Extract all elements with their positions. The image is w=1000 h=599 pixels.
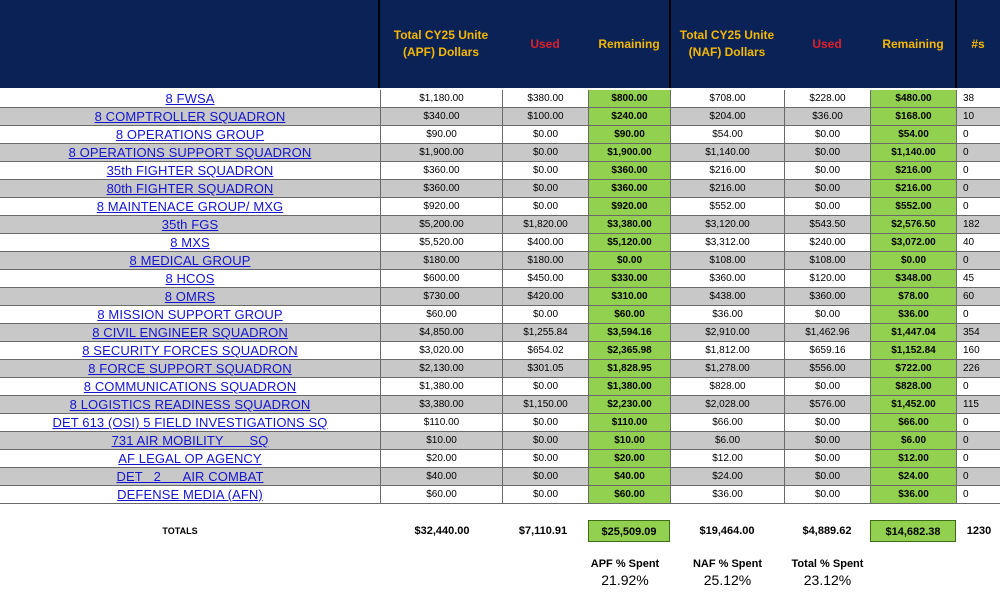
unit-name-link[interactable]: 8 MXS: [170, 235, 210, 250]
apf-remaining-cell: $1,900.00: [588, 144, 670, 161]
naf-total-cell: $12.00: [670, 450, 784, 467]
apf-remaining-cell: $0.00: [588, 252, 670, 269]
header-divider: [955, 0, 957, 88]
naf-total-cell: $3,120.00: [670, 216, 784, 233]
unit-name-link[interactable]: 35th FIGHTER SQUADRON: [106, 163, 274, 178]
table-row: [0, 162, 1000, 180]
count-cell: 45: [956, 270, 1000, 287]
unit-name-link[interactable]: DEFENSE MEDIA (AFN): [117, 487, 263, 502]
unit-name-link[interactable]: 8 OMRS: [164, 289, 216, 304]
naf-remaining-cell: $36.00: [870, 486, 956, 503]
apf-total-cell: $20.00: [380, 450, 502, 467]
header-naf-total: [670, 0, 784, 88]
apf-total-cell: $90.00: [380, 126, 502, 143]
apf-remaining-cell: $310.00: [588, 288, 670, 305]
naf-used-cell: $0.00: [784, 126, 870, 143]
apf-used-cell: $0.00: [502, 198, 588, 215]
apf-remaining-cell: $2,365.98: [588, 342, 670, 359]
count-cell: 0: [956, 198, 1000, 215]
naf-used-cell: $0.00: [784, 180, 870, 197]
header-apf-used-label: Used: [530, 36, 560, 51]
apf-percent-spent: [580, 558, 670, 588]
table-row: [0, 432, 1000, 450]
unit-name-link[interactable]: AF LEGAL OP AGENCY: [118, 451, 262, 466]
apf-total-cell: $920.00: [380, 198, 502, 215]
apf-remaining-cell: $1,380.00: [588, 378, 670, 395]
apf-used-cell: $0.00: [502, 414, 588, 431]
apf-total-cell: $2,130.00: [380, 360, 502, 377]
apf-total-cell: $3,380.00: [380, 396, 502, 413]
naf-used-cell: $576.00: [784, 396, 870, 413]
totals-count: 1230: [966, 525, 992, 537]
unit-name-link[interactable]: DET 2 AIR COMBAT: [116, 469, 264, 484]
count-cell: 115: [956, 396, 1000, 413]
unit-name-link[interactable]: 8 MEDICAL GROUP: [129, 253, 251, 268]
unit-name-link[interactable]: DET 613 (OSI) 5 FIELD INVESTIGATIONS SQ: [52, 415, 328, 430]
totals-naf-remaining: $14,682.38: [870, 520, 956, 542]
totals-apf-used: $7,110.91: [518, 525, 568, 537]
naf-total-cell: $36.00: [670, 486, 784, 503]
apf-used-cell: $1,820.00: [502, 216, 588, 233]
naf-used-cell: $0.00: [784, 486, 870, 503]
table-row: [0, 144, 1000, 162]
apf-used-cell: $100.00: [502, 108, 588, 125]
naf-remaining-cell: $3,072.00: [870, 234, 956, 251]
apf-total-cell: $600.00: [380, 270, 502, 287]
apf-used-cell: $0.00: [502, 378, 588, 395]
apf-used-cell: $450.00: [502, 270, 588, 287]
count-cell: 182: [956, 216, 1000, 233]
table-row: [0, 360, 1000, 378]
header-apf-remaining: [588, 0, 670, 88]
totals-apf-total: $32,440.00: [414, 525, 470, 537]
naf-used-cell: $240.00: [784, 234, 870, 251]
unit-name-link[interactable]: 35th FGS: [161, 217, 219, 232]
naf-total-cell: $24.00: [670, 468, 784, 485]
table-row: [0, 342, 1000, 360]
naf-total-cell: $360.00: [670, 270, 784, 287]
apf-used-cell: $0.00: [502, 450, 588, 467]
naf-used-cell: $36.00: [784, 108, 870, 125]
apf-percent-value: 21.92%: [601, 572, 649, 588]
naf-remaining-cell: $78.00: [870, 288, 956, 305]
apf-remaining-cell: $240.00: [588, 108, 670, 125]
totals-apf-remaining: $25,509.09: [588, 520, 670, 542]
header-divider: [669, 0, 671, 88]
count-cell: 38: [956, 90, 1000, 107]
header-count-label: #s: [971, 36, 985, 51]
apf-percent-label: APF % Spent: [590, 558, 660, 570]
apf-total-cell: $340.00: [380, 108, 502, 125]
count-cell: 40: [956, 234, 1000, 251]
header-naf-remaining: [870, 0, 956, 88]
naf-used-cell: $0.00: [784, 468, 870, 485]
table-row: [0, 252, 1000, 270]
totals-naf-used: $4,889.62: [802, 525, 852, 537]
naf-remaining-cell: $12.00: [870, 450, 956, 467]
naf-used-cell: $0.00: [784, 432, 870, 449]
apf-remaining-cell: $1,828.95: [588, 360, 670, 377]
apf-remaining-cell: $20.00: [588, 450, 670, 467]
header-apf-total: [380, 0, 502, 88]
unit-name-link[interactable]: 8 LOGISTICS READINESS SQUADRON: [69, 397, 311, 412]
apf-total-cell: $730.00: [380, 288, 502, 305]
apf-used-cell: $1,255.84: [502, 324, 588, 341]
totals-row: [0, 520, 1000, 546]
naf-total-cell: $6.00: [670, 432, 784, 449]
count-cell: 10: [956, 108, 1000, 125]
naf-total-cell: $2,028.00: [670, 396, 784, 413]
count-cell: 0: [956, 180, 1000, 197]
total-percent-value: 23.12%: [803, 572, 852, 588]
apf-remaining-cell: $360.00: [588, 180, 670, 197]
naf-remaining-cell: $36.00: [870, 306, 956, 323]
table-row: [0, 324, 1000, 342]
count-cell: 0: [956, 252, 1000, 269]
apf-used-cell: $400.00: [502, 234, 588, 251]
naf-used-cell: $0.00: [784, 144, 870, 161]
apf-total-cell: $110.00: [380, 414, 502, 431]
apf-remaining-cell: $330.00: [588, 270, 670, 287]
total-percent-label: Total % Spent: [791, 558, 864, 570]
naf-total-cell: $216.00: [670, 162, 784, 179]
naf-total-cell: $552.00: [670, 198, 784, 215]
count-cell: 226: [956, 360, 1000, 377]
naf-remaining-cell: $168.00: [870, 108, 956, 125]
unit-name-link[interactable]: 8 COMMUNICATIONS SQUADRON: [83, 379, 297, 394]
apf-used-cell: $0.00: [502, 468, 588, 485]
table-row: [0, 306, 1000, 324]
apf-used-cell: $0.00: [502, 144, 588, 161]
table-row: [0, 180, 1000, 198]
unit-name-link[interactable]: 80th FIGHTER SQUADRON: [106, 181, 274, 196]
apf-remaining-cell: $90.00: [588, 126, 670, 143]
naf-total-cell: $108.00: [670, 252, 784, 269]
table-header: [0, 0, 1000, 88]
naf-total-cell: $438.00: [670, 288, 784, 305]
naf-total-cell: $1,812.00: [670, 342, 784, 359]
unit-name-link[interactable]: 8 HCOS: [165, 271, 215, 286]
apf-remaining-cell: $800.00: [588, 90, 670, 107]
naf-total-cell: $1,278.00: [670, 360, 784, 377]
count-cell: 0: [956, 162, 1000, 179]
table-row: [0, 468, 1000, 486]
table-row: [0, 234, 1000, 252]
apf-total-cell: $1,180.00: [380, 90, 502, 107]
count-cell: 0: [956, 378, 1000, 395]
apf-used-cell: $420.00: [502, 288, 588, 305]
naf-total-cell: $54.00: [670, 126, 784, 143]
naf-used-cell: $228.00: [784, 90, 870, 107]
count-cell: 0: [956, 414, 1000, 431]
naf-remaining-cell: $1,447.04: [870, 324, 956, 341]
naf-remaining-cell: $66.00: [870, 414, 956, 431]
apf-used-cell: $0.00: [502, 126, 588, 143]
unit-name-link[interactable]: 8 COMPTROLLER SQUADRON: [94, 109, 286, 124]
table-row: [0, 270, 1000, 288]
naf-remaining-cell: $552.00: [870, 198, 956, 215]
apf-used-cell: $0.00: [502, 486, 588, 503]
apf-total-cell: $40.00: [380, 468, 502, 485]
table-row: [0, 414, 1000, 432]
apf-used-cell: $380.00: [502, 90, 588, 107]
naf-total-cell: $216.00: [670, 180, 784, 197]
apf-total-cell: $360.00: [380, 162, 502, 179]
apf-used-cell: $0.00: [502, 306, 588, 323]
naf-remaining-cell: $54.00: [870, 126, 956, 143]
header-naf-remaining-label: Remaining: [882, 36, 944, 51]
header-apf-remaining-label: Remaining: [598, 36, 660, 51]
naf-percent-value: 25.12%: [703, 572, 752, 588]
table-row: [0, 90, 1000, 108]
total-percent-spent: [775, 558, 880, 588]
naf-used-cell: $0.00: [784, 162, 870, 179]
naf-used-cell: $360.00: [784, 288, 870, 305]
naf-used-cell: $108.00: [784, 252, 870, 269]
naf-remaining-cell: $216.00: [870, 180, 956, 197]
naf-total-cell: $828.00: [670, 378, 784, 395]
naf-remaining-cell: $2,576.50: [870, 216, 956, 233]
apf-used-cell: $654.02: [502, 342, 588, 359]
table-row: [0, 396, 1000, 414]
table-row: [0, 198, 1000, 216]
naf-total-cell: $708.00: [670, 90, 784, 107]
table-row: [0, 378, 1000, 396]
apf-total-cell: $1,900.00: [380, 144, 502, 161]
naf-remaining-cell: $348.00: [870, 270, 956, 287]
apf-total-cell: $4,850.00: [380, 324, 502, 341]
unit-name-link[interactable]: 8 OPERATIONS SUPPORT SQUADRON: [68, 145, 312, 160]
naf-used-cell: $543.50: [784, 216, 870, 233]
apf-total-cell: $10.00: [380, 432, 502, 449]
count-cell: 0: [956, 486, 1000, 503]
naf-used-cell: $0.00: [784, 306, 870, 323]
unit-name-link[interactable]: 8 FORCE SUPPORT SQUADRON: [88, 361, 292, 376]
count-cell: 354: [956, 324, 1000, 341]
header-naf-used: [784, 0, 870, 88]
naf-remaining-cell: $0.00: [870, 252, 956, 269]
apf-remaining-cell: $3,380.00: [588, 216, 670, 233]
naf-total-cell: $204.00: [670, 108, 784, 125]
count-cell: 0: [956, 144, 1000, 161]
naf-used-cell: $556.00: [784, 360, 870, 377]
naf-percent-spent: [680, 558, 775, 588]
header-apf-used: [502, 0, 588, 88]
apf-used-cell: $0.00: [502, 180, 588, 197]
table-row: [0, 216, 1000, 234]
count-cell: 0: [956, 468, 1000, 485]
apf-used-cell: $1,150.00: [502, 396, 588, 413]
unit-name-link[interactable]: 8 CIVIL ENGINEER SQUADRON: [92, 325, 288, 340]
naf-remaining-cell: $722.00: [870, 360, 956, 377]
apf-used-cell: $301.05: [502, 360, 588, 377]
naf-remaining-cell: $1,152.84: [870, 342, 956, 359]
apf-remaining-cell: $920.00: [588, 198, 670, 215]
unit-name-link[interactable]: 8 MISSION SUPPORT GROUP: [97, 307, 283, 322]
apf-total-cell: $60.00: [380, 486, 502, 503]
naf-total-cell: $36.00: [670, 306, 784, 323]
header-count: [956, 0, 1000, 88]
apf-total-cell: $360.00: [380, 180, 502, 197]
naf-used-cell: $0.00: [784, 414, 870, 431]
unit-name-link[interactable]: 8 SECURITY FORCES SQUADRON: [82, 343, 298, 358]
apf-used-cell: $180.00: [502, 252, 588, 269]
apf-used-cell: $0.00: [502, 162, 588, 179]
unit-name-link[interactable]: 8 FWSA: [165, 91, 215, 106]
naf-used-cell: $0.00: [784, 198, 870, 215]
naf-used-cell: $120.00: [784, 270, 870, 287]
naf-total-cell: $3,312.00: [670, 234, 784, 251]
count-cell: 0: [956, 432, 1000, 449]
naf-total-cell: $66.00: [670, 414, 784, 431]
unit-name-link[interactable]: 731 AIR MOBILITY SQ: [111, 433, 269, 448]
naf-used-cell: $0.00: [784, 450, 870, 467]
apf-total-cell: $5,200.00: [380, 216, 502, 233]
table-row: [0, 486, 1000, 504]
totals-naf-total: $19,464.00: [699, 525, 755, 537]
header-naf-used-label: Used: [812, 36, 842, 51]
count-cell: 160: [956, 342, 1000, 359]
naf-used-cell: $0.00: [784, 378, 870, 395]
apf-remaining-cell: $10.00: [588, 432, 670, 449]
naf-remaining-cell: $216.00: [870, 162, 956, 179]
apf-remaining-cell: $40.00: [588, 468, 670, 485]
naf-remaining-cell: $480.00: [870, 90, 956, 107]
naf-total-cell: $2,910.00: [670, 324, 784, 341]
table-row: [0, 108, 1000, 126]
apf-remaining-cell: $110.00: [588, 414, 670, 431]
naf-remaining-cell: $24.00: [870, 468, 956, 485]
naf-remaining-cell: $828.00: [870, 378, 956, 395]
header-naf-total-label: Total CY25 Unite (NAF) Dollars: [679, 28, 775, 59]
unit-name-link[interactable]: 8 OPERATIONS GROUP: [115, 127, 265, 142]
apf-remaining-cell: $360.00: [588, 162, 670, 179]
header-divider: [378, 0, 380, 88]
naf-used-cell: $1,462.96: [784, 324, 870, 341]
apf-remaining-cell: $5,120.00: [588, 234, 670, 251]
totals-label: TOTALS: [162, 526, 198, 536]
apf-total-cell: $5,520.00: [380, 234, 502, 251]
unit-name-link[interactable]: 8 MAINTENACE GROUP/ MXG: [96, 199, 284, 214]
naf-total-cell: $1,140.00: [670, 144, 784, 161]
naf-percent-label: NAF % Spent: [692, 558, 763, 570]
apf-used-cell: $0.00: [502, 432, 588, 449]
count-cell: 60: [956, 288, 1000, 305]
apf-total-cell: $3,020.00: [380, 342, 502, 359]
apf-total-cell: $180.00: [380, 252, 502, 269]
count-cell: 0: [956, 450, 1000, 467]
apf-remaining-cell: $60.00: [588, 306, 670, 323]
count-cell: 0: [956, 306, 1000, 323]
table-row: [0, 126, 1000, 144]
naf-used-cell: $659.16: [784, 342, 870, 359]
naf-remaining-cell: $6.00: [870, 432, 956, 449]
header-apf-total-label: Total CY25 Unite (APF) Dollars: [393, 28, 489, 59]
apf-total-cell: $1,380.00: [380, 378, 502, 395]
naf-remaining-cell: $1,140.00: [870, 144, 956, 161]
naf-remaining-cell: $1,452.00: [870, 396, 956, 413]
apf-remaining-cell: $2,230.00: [588, 396, 670, 413]
count-cell: 0: [956, 126, 1000, 143]
apf-remaining-cell: $3,594.16: [588, 324, 670, 341]
apf-total-cell: $60.00: [380, 306, 502, 323]
table-row: [0, 450, 1000, 468]
table-row: [0, 288, 1000, 306]
apf-remaining-cell: $60.00: [588, 486, 670, 503]
